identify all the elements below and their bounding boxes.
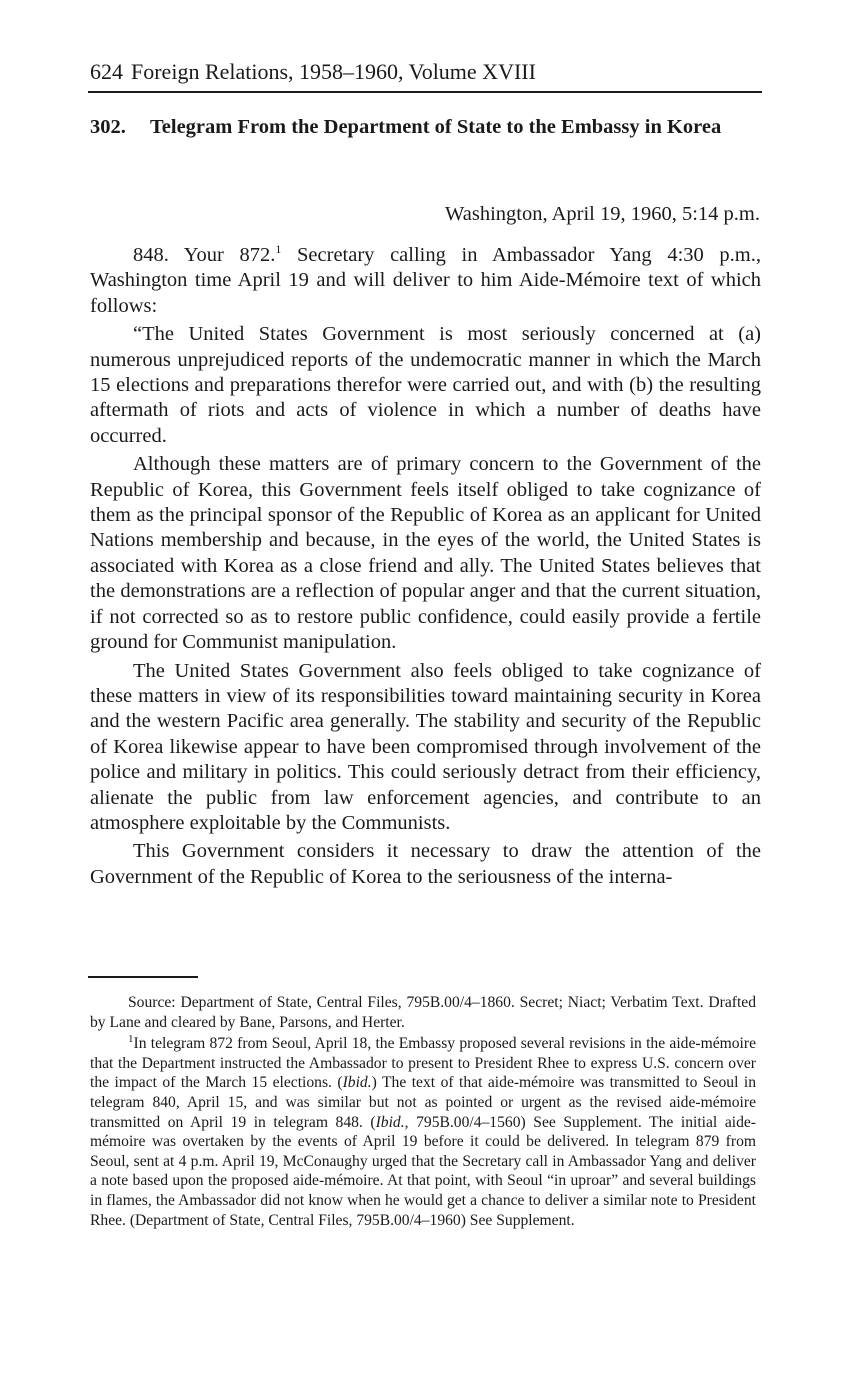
- header-rule: [88, 91, 762, 93]
- footnote-1-marker: 1: [128, 1033, 134, 1046]
- footnote-rule: [88, 976, 198, 978]
- paragraph-1-start: 848. Your 872.: [133, 244, 276, 266]
- paragraph-1-rest: Secretary calling in Ambassador Yang 4:30 p.m., Washington time April 19 and will deliver to him Aide-Mémoire text of which follows:: [90, 244, 761, 317]
- running-head: [90, 57, 760, 87]
- running-title: Foreign Relations, 1958–1960, Volume XVIII: [131, 59, 536, 84]
- page-number: 624: [90, 59, 123, 84]
- footnote-1: [90, 1034, 756, 1230]
- telegram-body: [90, 243, 761, 890]
- footnote-1-ibid-b: Ibid.: [375, 1113, 405, 1131]
- footnote-1-text-b: ) The text of that aide-mémoire was transmitted to Seoul in telegram 840, April 15, and was similar but not as pointed or urgent as the revised aide-mémoire transmitted on April 19 in telegram 848. (: [90, 1074, 756, 1131]
- footnote-1-ibid-a: Ibid.: [342, 1074, 372, 1092]
- paragraph-2: “The United States Government is most seriously concerned at (a) numerous unprejudiced reports of the undemocratic manner in which the March 15 elections and preparations therefor were carried out, and with (b) the resulting aftermath of riots and acts of violence in which a number of deaths have occurred.: [90, 323, 761, 447]
- footnote-1-text-a: In telegram 872 from Seoul, April 18, the Embassy proposed several revisions in the aide-mémoire that the Department instructed the Ambassador to present to President Rhee to express U.S. concern over the impact of the March 15 elections. (: [90, 1035, 756, 1092]
- paragraph-4: The United States Government also feels obliged to take cognizance of these matters in view of its responsibilities toward maintaining security in Korea and the western Pacific area generally. The stability and security of the Republic of Korea likewise appear to have been compromised through involvement of the police and military in politics. This could seriously detract from their efficiency, alienate the public from law enforcement agencies, and contribute to an atmosphere exploitable by the Communists.: [90, 659, 761, 834]
- footnote-1-text-c: , 795B.00/4–1560) See Supplement. The initial aide-mémoire was overtaken by the events of April 19 before it could be delivered. In telegram 879 from Seoul, sent at 4 p.m. April 19, McConaughy urged that the Secretary call in Ambassador Yang and deliver a note based upon the proposed aide-mémoire. At that point, with Seoul “in uproar” and several buildings in flames, the Ambassador did not know when he would get a chance to deliver a similar note to President Rhee. (Department of State, Central Files, 795B.00/4–1960) See Supplement.: [90, 1113, 756, 1229]
- document-heading: [90, 115, 762, 140]
- document-number: 302.: [90, 116, 126, 138]
- document-title: Telegram From the Department of State to the Embassy in Korea: [150, 116, 722, 138]
- paragraph-3: Although these matters are of primary concern to the Government of the Republic of Korea, this Government feels itself obliged to take cognizance of them as the principal sponsor of the Republic of Korea as an applicant for United Nations membership and because, in the eyes of the world, the United States is associated with Korea as a close friend and ally. The United States believes that the demonstrations are a reflection of popular anger and that the current situation, if not corrected so as to restore public confidence, could easily provide a fertile ground for Communist manipulation.: [90, 453, 761, 654]
- footnote-reference-1: 1: [275, 242, 282, 256]
- footnotes: [90, 993, 756, 1230]
- paragraph-1: [90, 243, 761, 319]
- dateline: Washington, April 19, 1960, 5:14 p.m.: [445, 203, 760, 225]
- paragraph-5: This Government considers it necessary to draw the attention of the Government of the Republic of Korea to the seriousness of the interna-: [90, 840, 761, 888]
- source-note: Source: Department of State, Central Files, 795B.00/4–1860. Secret; Niact; Verbatim Text. Drafted by Lane and cleared by Bane, Parsons, and Herter.: [90, 994, 756, 1031]
